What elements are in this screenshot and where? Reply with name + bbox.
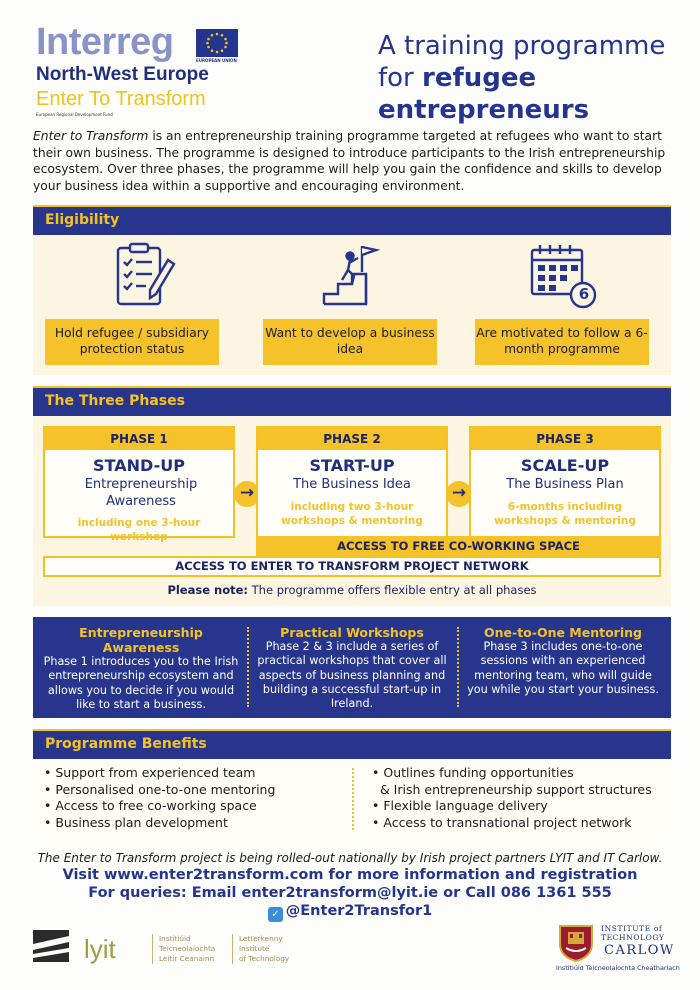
- detail-text: Phase 2 & 3 include a series of practical workshops that cover all aspects of business planning and building a successful start-up in Ireland.: [257, 640, 447, 711]
- twitter-line: [20, 903, 680, 922]
- network-banner: ACCESS TO ENTER TO TRANSFORM PROJECT NETWORK: [43, 556, 661, 577]
- phase-note: 6-months including workshops & mentoring: [494, 501, 636, 527]
- intro-lead: Enter to Transform: [33, 129, 149, 143]
- coworking-banner: ACCESS TO FREE CO-WORKING SPACE: [256, 536, 661, 556]
- headline: [378, 30, 688, 126]
- benefit-item: • Outlines funding opportunities: [372, 765, 652, 782]
- benefit-item: • Access to transnational project network: [372, 815, 652, 832]
- lyit-english-line: of Technology: [239, 954, 290, 963]
- region-logo-text: North-West Europe: [36, 64, 209, 85]
- detail-title: Entrepreneurship Awareness: [79, 625, 203, 655]
- phase-label: PHASE 3: [471, 428, 659, 450]
- detail-title: One-to-One Mentoring: [484, 625, 642, 640]
- climbing-stairs-flag-icon: [320, 242, 382, 308]
- eu-label: EUROPEAN UNION: [196, 58, 237, 63]
- checklist-icon: [114, 242, 176, 308]
- headline-bold-2: entrepreneurs: [378, 95, 590, 125]
- fund-label: European Regional Development Fund: [36, 112, 113, 117]
- benefit-item-continuation: & Irish entrepreneurship support structures: [379, 781, 652, 797]
- benefit-item: • Flexible language delivery: [372, 798, 652, 815]
- phase-name: START-UP: [309, 456, 395, 475]
- headline-normal: for: [378, 63, 423, 93]
- note-label: Please note:: [167, 583, 248, 597]
- dotted-divider: [352, 768, 354, 830]
- phase-label: PHASE 1: [45, 428, 233, 450]
- dotted-divider: [457, 627, 459, 707]
- phases-title: The Three Phases: [45, 393, 186, 409]
- lyit-mark-icon: [33, 930, 69, 962]
- lyit-english-name: [232, 934, 289, 964]
- itc-carlow: CARLOW: [604, 943, 675, 958]
- eligibility-bar: [33, 205, 671, 235]
- detail-text: Phase 1 introduces you to the Irish entrepreneurship ecosystem and allows you to decide if you would like to start a business.: [43, 655, 239, 711]
- phase-sub: The Business Plan: [506, 477, 624, 492]
- intro-text: is an entrepreneurship training programme targeted at refugees who want to start their own business. The programme is designed to introduce participants to the Irish entrepreneurship ecosystem. Over three phases, the programme will help you gain the confidence and skills to develop your business idea within a supportive and encouraging environment.: [33, 129, 666, 193]
- note-text: The programme offers flexible entry at all phases: [248, 583, 537, 597]
- headline-line-2: [378, 62, 688, 94]
- eligibility-item-3: Are motivated to follow a 6-month programme: [475, 319, 649, 365]
- phase-note: including one 3-hour workshop: [77, 517, 201, 543]
- headline-line-3: [378, 94, 688, 126]
- phase-sub: Entrepreneurship Awareness: [84, 477, 198, 509]
- dotted-divider: [247, 627, 249, 707]
- lyit-irish-line: Teicneolaíochta: [159, 944, 216, 953]
- benefit-item: • Support from experienced team: [44, 765, 275, 782]
- eligibility-item-2: Want to develop a business idea: [263, 319, 437, 365]
- benefits-list-right: [372, 765, 652, 831]
- phase-sub: The Business Idea: [293, 477, 411, 492]
- phase-name: SCALE-UP: [520, 456, 610, 475]
- phase-label: PHASE 2: [258, 428, 446, 450]
- lyit-irish-line: Institiúid: [159, 934, 191, 943]
- arrow-right-icon: →: [234, 481, 260, 507]
- benefits-bar: [33, 729, 671, 759]
- headline-line-1: A training programme: [378, 31, 666, 61]
- twitter-handle: @Enter2Transfor1: [285, 903, 433, 919]
- visit-line: Visit www.enter2transform.com for more information and registration: [62, 867, 638, 883]
- rollout-note: The Enter to Transform project is being rolled-out nationally by Irish project partners LYIT and IT Carlow.: [37, 851, 663, 865]
- phase-note: including two 3-hour workshops & mentoring: [281, 501, 423, 527]
- calendar-number: 6: [578, 285, 590, 303]
- lyit-english-line: Letterkenny: [239, 934, 283, 943]
- phases-note: [33, 583, 671, 597]
- details-block: [33, 617, 671, 718]
- detail-awareness: [41, 625, 241, 712]
- lyit-name: lyit: [84, 934, 116, 964]
- eu-flag-icon: [196, 29, 238, 57]
- itc-technology: TECHNOLOGY: [601, 933, 665, 942]
- benefit-item: • Access to free co-working space: [44, 798, 275, 815]
- phases-bar: [33, 386, 671, 416]
- queries-line: For queries: Email enter2transform@lyit.ie or Call 086 1361 555: [88, 885, 612, 901]
- arrow-right-icon: →: [446, 481, 472, 507]
- project-logo-text: Enter To Transform: [36, 88, 206, 110]
- detail-mentoring: [463, 625, 663, 697]
- benefits-title: Programme Benefits: [45, 736, 207, 752]
- eligibility-title: Eligibility: [45, 212, 120, 228]
- phase-card-1: [43, 426, 235, 543]
- intro-paragraph: [33, 128, 673, 194]
- headline-bold-1: refugee: [422, 63, 537, 93]
- phase-card-2: [256, 426, 448, 538]
- lyit-english-line: Institute: [239, 944, 270, 953]
- detail-workshops: [252, 625, 452, 711]
- phase-name: STAND-UP: [93, 456, 185, 475]
- itc-institute-of: INSTITUTE of: [601, 924, 663, 933]
- benefits-list-left: [44, 765, 275, 831]
- itc-crest-icon: [556, 922, 596, 962]
- benefit-item: • Personalised one-to-one mentoring: [44, 782, 275, 799]
- interreg-logo-text: Interreg: [36, 21, 174, 63]
- twitter-bird-icon: ✓: [268, 907, 283, 922]
- phase-card-3: [469, 426, 661, 538]
- detail-text: Phase 3 includes one-to-one sessions with an experienced mentoring team, who will guide you while you start your business.: [467, 640, 659, 696]
- detail-title: Practical Workshops: [280, 625, 424, 640]
- lyit-irish-line: Leitir Ceanainn: [159, 954, 215, 963]
- itc-irish-name: Institiúid Teicneolaíochta Cheatharlach: [556, 964, 680, 972]
- benefit-item: • Business plan development: [44, 815, 275, 832]
- eligibility-item-1: Hold refugee / subsidiary protection status: [45, 319, 219, 365]
- lyit-irish-name: [152, 934, 215, 964]
